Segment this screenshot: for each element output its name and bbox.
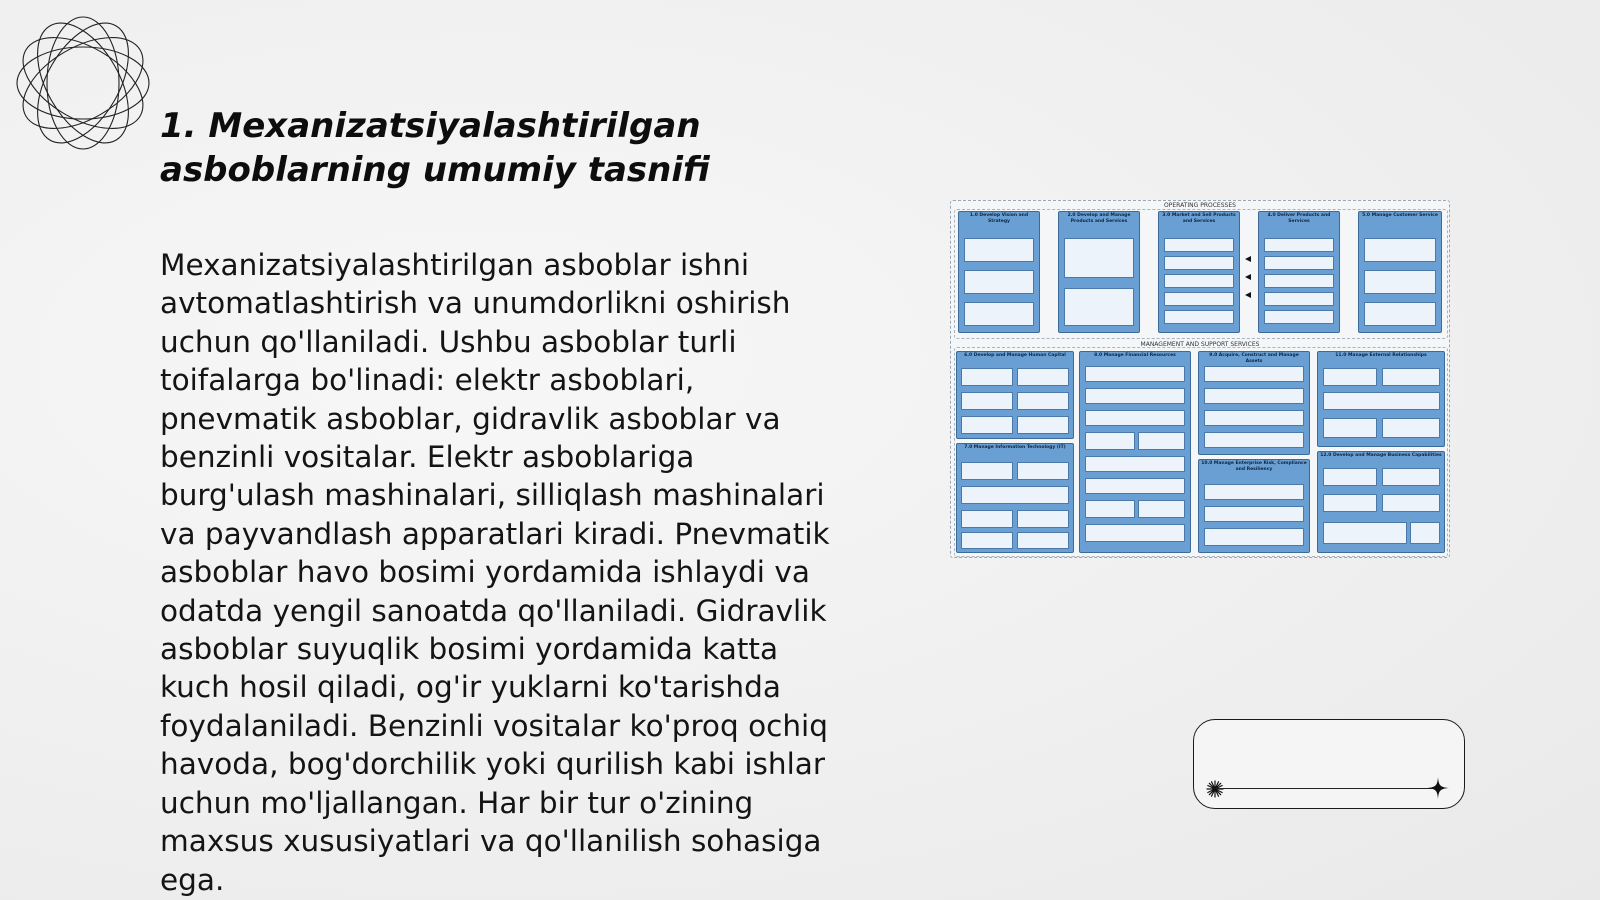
support-column-3 [1198,351,1310,455]
support-column-title: 10.0 Manage Enterprise Risk, Compliance and Resiliency [1201,461,1307,472]
process-box [1204,484,1304,500]
process-box [1164,292,1234,306]
process-box [961,532,1013,549]
process-box [961,486,1069,504]
support-column-title: 11.0 Manage External Relationships [1335,353,1427,358]
support-column-title: 7.0 Manage Information Technology (IT) [964,445,1066,450]
process-box [1085,524,1185,542]
support-column-title: 8.0 Manage Financial Resources [1094,353,1176,358]
process-box [1364,270,1436,294]
operating-column-title: 2.0 Develop and Manage Products and Services [1067,213,1131,224]
process-box [1264,310,1334,324]
process-box [1164,274,1234,288]
process-box [964,238,1034,262]
operating-column-2 [1058,211,1140,333]
process-box [1085,500,1135,518]
process-box [961,510,1013,528]
process-box [1204,410,1304,426]
process-box [1323,418,1377,438]
support-column-title: 12.0 Develop and Manage Business Capabilities [1320,453,1442,458]
process-box [1064,288,1134,326]
operating-column-title: 3.0 Market and Sell Products and Services [1162,213,1236,224]
process-box [961,416,1013,434]
diagram-bottom-label: MANAGEMENT AND SUPPORT SERVICES [1140,341,1260,348]
arrow-left-icon [1245,256,1251,262]
process-box [1323,392,1440,410]
process-box [1164,256,1234,270]
arrow-left-icon [1245,274,1251,280]
process-box [964,302,1034,326]
pill-divider-line [1216,788,1438,789]
support-column-1 [956,351,1074,439]
process-box [1382,494,1440,512]
process-box [1017,532,1069,549]
diagram-top-label: OPERATING PROCESSES [1164,202,1236,209]
process-box [1264,292,1334,306]
process-box [1085,366,1185,382]
process-box [1085,478,1185,494]
process-box [1017,462,1069,480]
process-box [1204,366,1304,382]
sparkle-star-icon [1426,776,1450,800]
support-column-4 [1317,351,1445,447]
operating-column-4 [1258,211,1340,333]
process-box [1323,468,1377,486]
process-box [1138,500,1185,518]
process-framework-diagram [950,200,1450,558]
process-box [1017,416,1069,434]
process-box [1323,494,1377,512]
process-box [1204,528,1304,546]
process-box [1364,238,1436,262]
process-box [1085,388,1185,404]
process-box [1064,238,1134,278]
support-column-2 [1079,351,1191,553]
slide-title: 1. Mexanizatsiyalashtirilgan asboblarning umumiy tasnifi [160,106,710,190]
process-box [1323,368,1377,386]
operating-column-5 [1358,211,1442,333]
support-column-title: 6.0 Develop and Manage Human Capital [964,353,1066,358]
process-box [1164,238,1234,252]
process-box [1323,522,1407,544]
process-box [964,270,1034,294]
slide-body-text: Mexanizatsiyalashtirilgan asboblar ishni avtomatlashtirish va unumdorlikni oshirish uchun qo'llaniladi. Ushbu asboblar turli toifalarga bo'linadi: elektr asboblari, pnevmatik asboblar, gidravlik asboblar va benzinli vositalar. Elektr asboblariga burg'ulash mashinalari, silliqlash mashinalari va payvandlash apparatlari kiradi. Pnevmatik asboblar havo bosimi yordamida ishlaydi va odatda yengil sanoatda qo'llaniladi. Gidravlik asboblar suyuqlik bosimi yordamida katta kuch hosil qiladi, og'ir yuklarni ko'tarishda foydalaniladi. Benzinli vositalar ko'proq ochiq havoda, bog'dorchilik yoki qurilish kabi ishlar uchun mo'ljallangan. Har bir tur o'zining maxsus xususiyatlari va qo'llanilish sohasiga ega. [160,248,830,897]
process-box [961,392,1013,410]
decorative-pill-frame [1193,719,1465,809]
process-box [1364,302,1436,326]
support-column-7 [1317,451,1445,553]
operating-column-title: 1.0 Develop Vision and Strategy [969,213,1029,224]
process-box [1204,506,1304,522]
process-box [1017,368,1069,386]
operating-column-title: 4.0 Deliver Products and Services [1267,213,1331,224]
process-box [961,368,1013,386]
support-column-6 [1198,459,1310,553]
process-box [961,462,1013,480]
process-box [1138,432,1185,450]
process-box [1410,522,1440,544]
process-box [1382,418,1440,438]
process-box [1085,432,1135,450]
process-box [1017,392,1069,410]
process-box [1085,456,1185,472]
process-box [1382,468,1440,486]
process-box [1204,432,1304,448]
operating-column-title: 5.0 Manage Customer Service [1362,213,1438,218]
starburst-icon [1204,778,1226,800]
process-box [1085,410,1185,426]
support-column-5 [956,443,1074,553]
process-box [1264,274,1334,288]
process-box [1264,256,1334,270]
process-box [1264,238,1334,252]
operating-column-3 [1158,211,1240,333]
concentric-rings-logo-icon [8,8,158,158]
process-box [1204,388,1304,404]
operating-column-1 [958,211,1040,333]
process-box [1164,310,1234,324]
process-box [1382,368,1440,386]
support-column-title: 9.0 Acquire, Construct and Manage Assets [1209,353,1299,364]
process-box [1017,510,1069,528]
arrow-left-icon [1245,292,1251,298]
